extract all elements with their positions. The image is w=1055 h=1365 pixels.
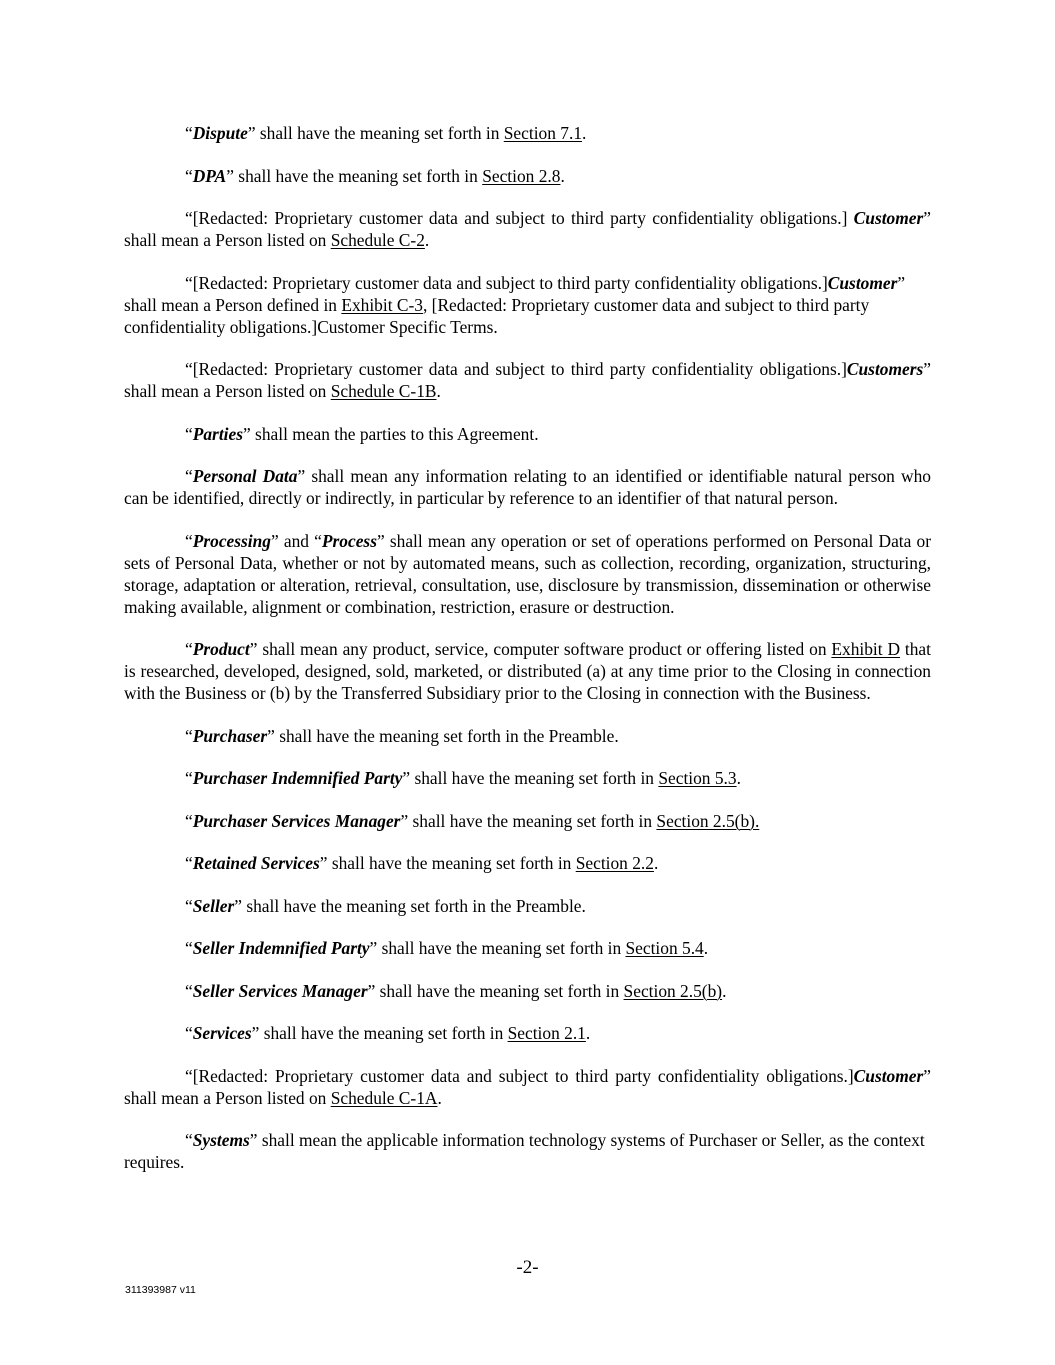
definition-customer-c3: “[Redacted: Proprietary customer data and subject to third party confidentiality obligations.]Customer” shall mean a Person defined in Exhibit C-3, [Redacted: Proprietary customer data and subject to third party confidentiality obligations.]Customer Specific Terms. bbox=[124, 272, 906, 337]
definition-customer-c2: “[Redacted: Proprietary customer data and subject to third party confidentiality obligations.] Customer” shall mean a Person listed on Schedule C-2. bbox=[124, 208, 931, 250]
definition-customers-c1b: “[Redacted: Proprietary customer data and subject to third party confidentiality obligations.]Customers” shall mean a Person listed on Schedule C-1B. bbox=[124, 359, 931, 401]
defined-term: Process bbox=[321, 530, 377, 551]
cross-reference: Section 5.4 bbox=[625, 938, 704, 958]
definition-customer-c1a: “[Redacted: Proprietary customer data and subject to third party confidentiality obligations.]Customer” shall mean a Person listed on Schedule C-1A. bbox=[124, 1065, 931, 1108]
defined-term: Retained Services bbox=[192, 853, 320, 873]
definition-retained-services: “Retained Services” shall have the meaning set forth in Section 2.2. bbox=[185, 853, 659, 873]
cross-reference: Section 2.8 bbox=[482, 165, 561, 186]
defined-term: Seller Services Manager bbox=[192, 980, 368, 1001]
cross-reference: Section 5.3 bbox=[658, 768, 737, 788]
definition-seller-services-manager: “Seller Services Manager” shall have the meaning set forth in Section 2.5(b). bbox=[185, 980, 727, 1001]
definition-product: “Product” shall mean any product, service, computer software product or offering listed on Exhibit D that is researched, developed, designed, sold, marketed, or distributed (a) at any time prior to the Closing in connection with the Business or (b) by the Transferred Subsidiary prior to the Closing in connection with the Business. bbox=[124, 639, 931, 703]
defined-term: DPA bbox=[192, 165, 227, 186]
cross-reference: Section 7.1 bbox=[503, 123, 583, 143]
definition-processing: “Processing” and “Process” shall mean any operation or set of operations performed on Personal Data or sets of Personal Data, whether or not by automated means, such as collection, recording, organization, structuring, storage, adaptation or alteration, retrieval, consultation, use, disclosure by transmission, dissemination or otherwise making available, alignment or combination, restriction, erasure or destruction. bbox=[124, 530, 931, 617]
definition-services: “Services” shall have the meaning set forth in Section 2.1. bbox=[185, 1023, 591, 1043]
defined-term: Customer bbox=[853, 1065, 924, 1086]
page-number: -2- bbox=[516, 1257, 539, 1278]
document-id: 311393987 v11 bbox=[125, 1284, 196, 1296]
defined-term: Seller bbox=[192, 895, 235, 916]
defined-term: Processing bbox=[192, 530, 271, 551]
defined-term: Product bbox=[192, 639, 250, 659]
definition-purchaser-services-manager: “Purchaser Services Manager” shall have the meaning set forth in Section 2.5(b). bbox=[185, 810, 760, 831]
definition-personal-data: “Personal Data” shall mean any information relating to an identified or identifiable natural person who can be identified, directly or indirectly, in particular by reference to an identifier of that natural person. bbox=[124, 466, 931, 508]
cross-reference: Section 2.2 bbox=[575, 853, 654, 873]
defined-term: Customers bbox=[846, 359, 924, 379]
defined-term: Dispute bbox=[192, 123, 248, 143]
cross-reference: Schedule C-1A bbox=[330, 1087, 438, 1108]
defined-term: Customer bbox=[853, 208, 924, 228]
cross-reference: Section 2.5(b) bbox=[623, 980, 723, 1001]
cross-reference: Schedule C-2 bbox=[330, 230, 425, 250]
defined-term: Personal Data bbox=[192, 466, 298, 486]
defined-term: Purchaser bbox=[192, 725, 268, 746]
definition-dispute: “Dispute” shall have the meaning set forth in Section 7.1. bbox=[185, 123, 587, 143]
defined-term: Parties bbox=[192, 423, 243, 444]
definition-seller-indemnified-party: “Seller Indemnified Party” shall have the meaning set forth in Section 5.4. bbox=[185, 938, 709, 958]
cross-reference: Section 2.5(b). bbox=[656, 810, 760, 831]
defined-term: Systems bbox=[192, 1130, 250, 1150]
definition-seller: “Seller” shall have the meaning set forth in the Preamble. bbox=[185, 895, 586, 916]
cross-reference: Exhibit D bbox=[831, 639, 901, 659]
defined-term: Purchaser Indemnified Party bbox=[192, 768, 403, 788]
cross-reference: Schedule C-1B bbox=[330, 381, 437, 401]
defined-term: Purchaser Services Manager bbox=[192, 810, 401, 831]
cross-reference: Exhibit C-3 bbox=[341, 294, 423, 315]
definition-parties: “Parties” shall mean the parties to this Agreement. bbox=[185, 423, 539, 444]
cross-reference: Section 2.1 bbox=[507, 1023, 586, 1043]
definition-dpa: “DPA” shall have the meaning set forth in Section 2.8. bbox=[185, 165, 565, 186]
definitions-list bbox=[124, 122, 931, 1194]
definition-purchaser: “Purchaser” shall have the meaning set forth in the Preamble. bbox=[185, 725, 619, 746]
defined-term: Seller Indemnified Party bbox=[192, 938, 370, 958]
definition-purchaser-indemnified-party: “Purchaser Indemnified Party” shall have the meaning set forth in Section 5.3. bbox=[185, 768, 741, 788]
defined-term: Services bbox=[192, 1023, 252, 1043]
defined-term: Customer bbox=[827, 272, 898, 293]
definition-systems: “Systems” shall mean the applicable information technology systems of Purchaser or Seller, as the context requires. bbox=[124, 1130, 925, 1172]
